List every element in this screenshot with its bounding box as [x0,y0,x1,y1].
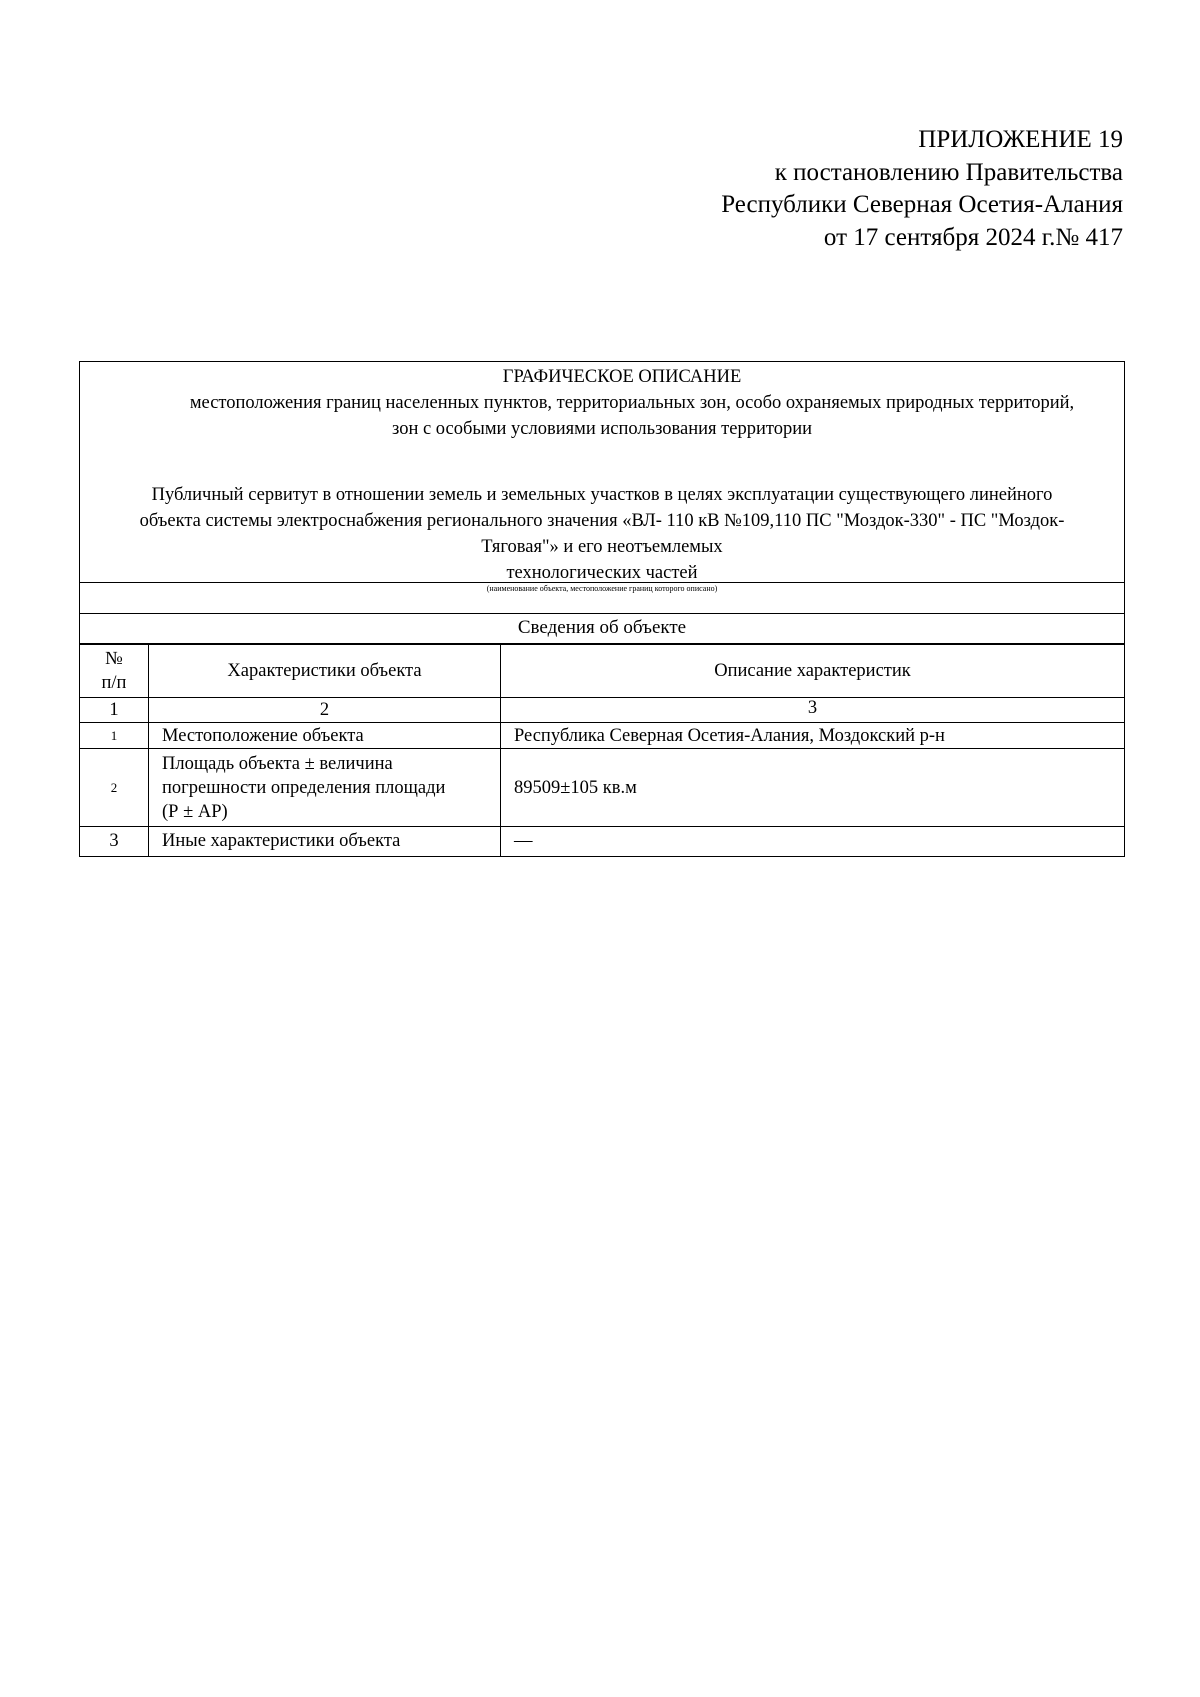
row-characteristic [149,749,501,827]
appendix-block [523,124,1123,254]
table-row [80,723,1124,749]
appendix-republic: Республики Северная Осетия-Алания [721,191,1123,218]
row-characteristic-line: (Р ± АР) [162,801,228,822]
header-block [80,362,1124,582]
table-row [80,827,1124,856]
document-title: ГРАФИЧЕСКОЕ ОПИСАНИЕ [502,367,742,387]
table-row [80,749,1124,827]
object-name-line2: объекта системы электроснабжения регионального значения «ВЛ- 110 кВ №109,110 ПС "Моздок-330" - ПС "Моздок- [139,511,1065,531]
table-header-row [80,645,1124,698]
object-caption: (наименование объекта, местоположение границ которого описано) [80,582,1124,614]
row-number: 1 [80,723,149,749]
row-characteristic-line: Площадь объекта ± величина [162,753,393,774]
object-name-line3: Тяговая"» и его неотъемлемых [481,537,723,557]
row-description: — [501,827,1125,856]
object-name-line4: технологических частей [506,563,698,583]
document-subtitle-line1: местоположения границ населенных пунктов, территориальных зон, особо охраняемых природных территорий, [189,393,1075,413]
col-num-header [80,645,149,698]
row-characteristic: Местоположение объекта [149,723,501,749]
col-num-label: п/п [101,673,127,693]
info-title: Сведения об объекте [80,614,1124,644]
appendix-date: от 17 сентября 2024 г.№ 417 [823,223,1123,251]
appendix-resolution: к постановлению Правительства [774,158,1123,186]
col-characteristic-header: Характеристики объекта [149,645,501,698]
row-description: Республика Северная Осетия-Алания, Моздокский р-н [501,723,1125,749]
row-number: 3 [80,827,149,856]
row-description: 89509±105 кв.м [501,749,1125,827]
object-name-line1: Публичный сервитут в отношении земель и земельных участков в целях эксплуатации существующего линейного [151,485,1053,505]
document-subtitle-line2: зон с особыми условиями использования территории [392,419,812,439]
info-table [80,644,1124,856]
object-name [80,482,1124,586]
column-number: 1 [80,698,149,723]
row-characteristic-line: погрешности определения площади [162,777,446,798]
column-number: 2 [149,698,501,723]
col-num-symbol: № [105,649,123,669]
column-number-row [80,698,1124,723]
column-number: 3 [501,698,1125,723]
row-number: 2 [80,749,149,827]
row-characteristic: Иные характеристики объекта [149,827,501,856]
description-frame [79,361,1125,857]
appendix-number: ПРИЛОЖЕНИЕ 19 [918,126,1123,153]
col-description-header: Описание характеристик [501,645,1125,698]
